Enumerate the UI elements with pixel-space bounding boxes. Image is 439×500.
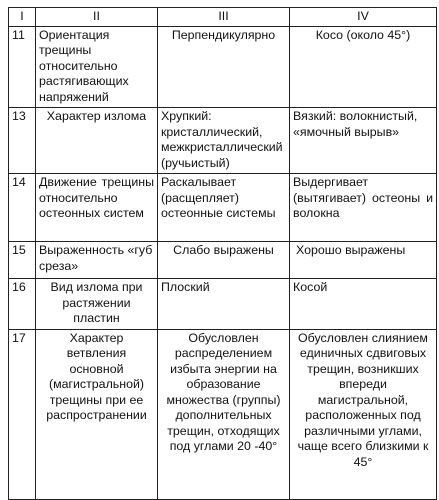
row-number: 15 [9, 242, 36, 279]
table-row [9, 279, 437, 330]
header-cell-2: II [36, 8, 158, 27]
table-row [9, 174, 437, 242]
fracture-comparison-table [8, 7, 437, 500]
ductile-cell: Косой [290, 279, 437, 330]
row-number: 11 [9, 26, 36, 108]
table-row [9, 329, 437, 499]
brittle-cell: Раскалывает (расщепляет) остеонные системы [158, 174, 290, 242]
row-number: 17 [9, 329, 36, 499]
ductile-cell: Вязкий: волокнистый, «ямочный вырыв» [290, 108, 437, 174]
table-row [9, 108, 437, 174]
header-cell-3: III [158, 8, 290, 27]
brittle-cell: Обусловлен распределением избыта энергии на образование множества (группы) дополнительных трещин, отходящих под углами 20 -40° [158, 329, 290, 499]
ductile-cell: Обусловлен слиянием единичных сдвиговых трещин, возникших впереди магистральной, расположенных под различными углами, чаще всего близкими к 45° [290, 329, 437, 499]
property-cell: Характер ветвления основной (магистральной) трещины при ее распространении [36, 329, 158, 499]
brittle-cell: Слабо выражены [158, 242, 290, 279]
table-row [9, 26, 437, 108]
brittle-cell: Хрупкий: кристаллический, межкристаллический (ручьистый) [158, 108, 290, 174]
ductile-cell: Хорошо выражены [290, 242, 437, 279]
brittle-cell: Плоский [158, 279, 290, 330]
property-cell: Ориентация трещины относительно растягивающих напряжений [36, 26, 158, 108]
table-row [9, 242, 437, 279]
property-cell: Характер излома [36, 108, 158, 174]
header-cell-1: I [9, 8, 36, 27]
table-header-row [9, 8, 437, 27]
property-cell: Движение трещины относительно остеонных систем [36, 174, 158, 242]
ductile-cell: Косо (около 45°) [290, 26, 437, 108]
header-cell-4: IV [290, 8, 437, 27]
property-cell: Вид излома при растяжении пластин [36, 279, 158, 330]
row-number: 13 [9, 108, 36, 174]
row-number: 16 [9, 279, 36, 330]
ductile-cell: Выдергивает (вытягивает) остеоны и волокна [290, 174, 437, 242]
brittle-cell: Перпендикулярно [158, 26, 290, 108]
property-cell: Выраженность «губ среза» [36, 242, 158, 279]
row-number: 14 [9, 174, 36, 242]
